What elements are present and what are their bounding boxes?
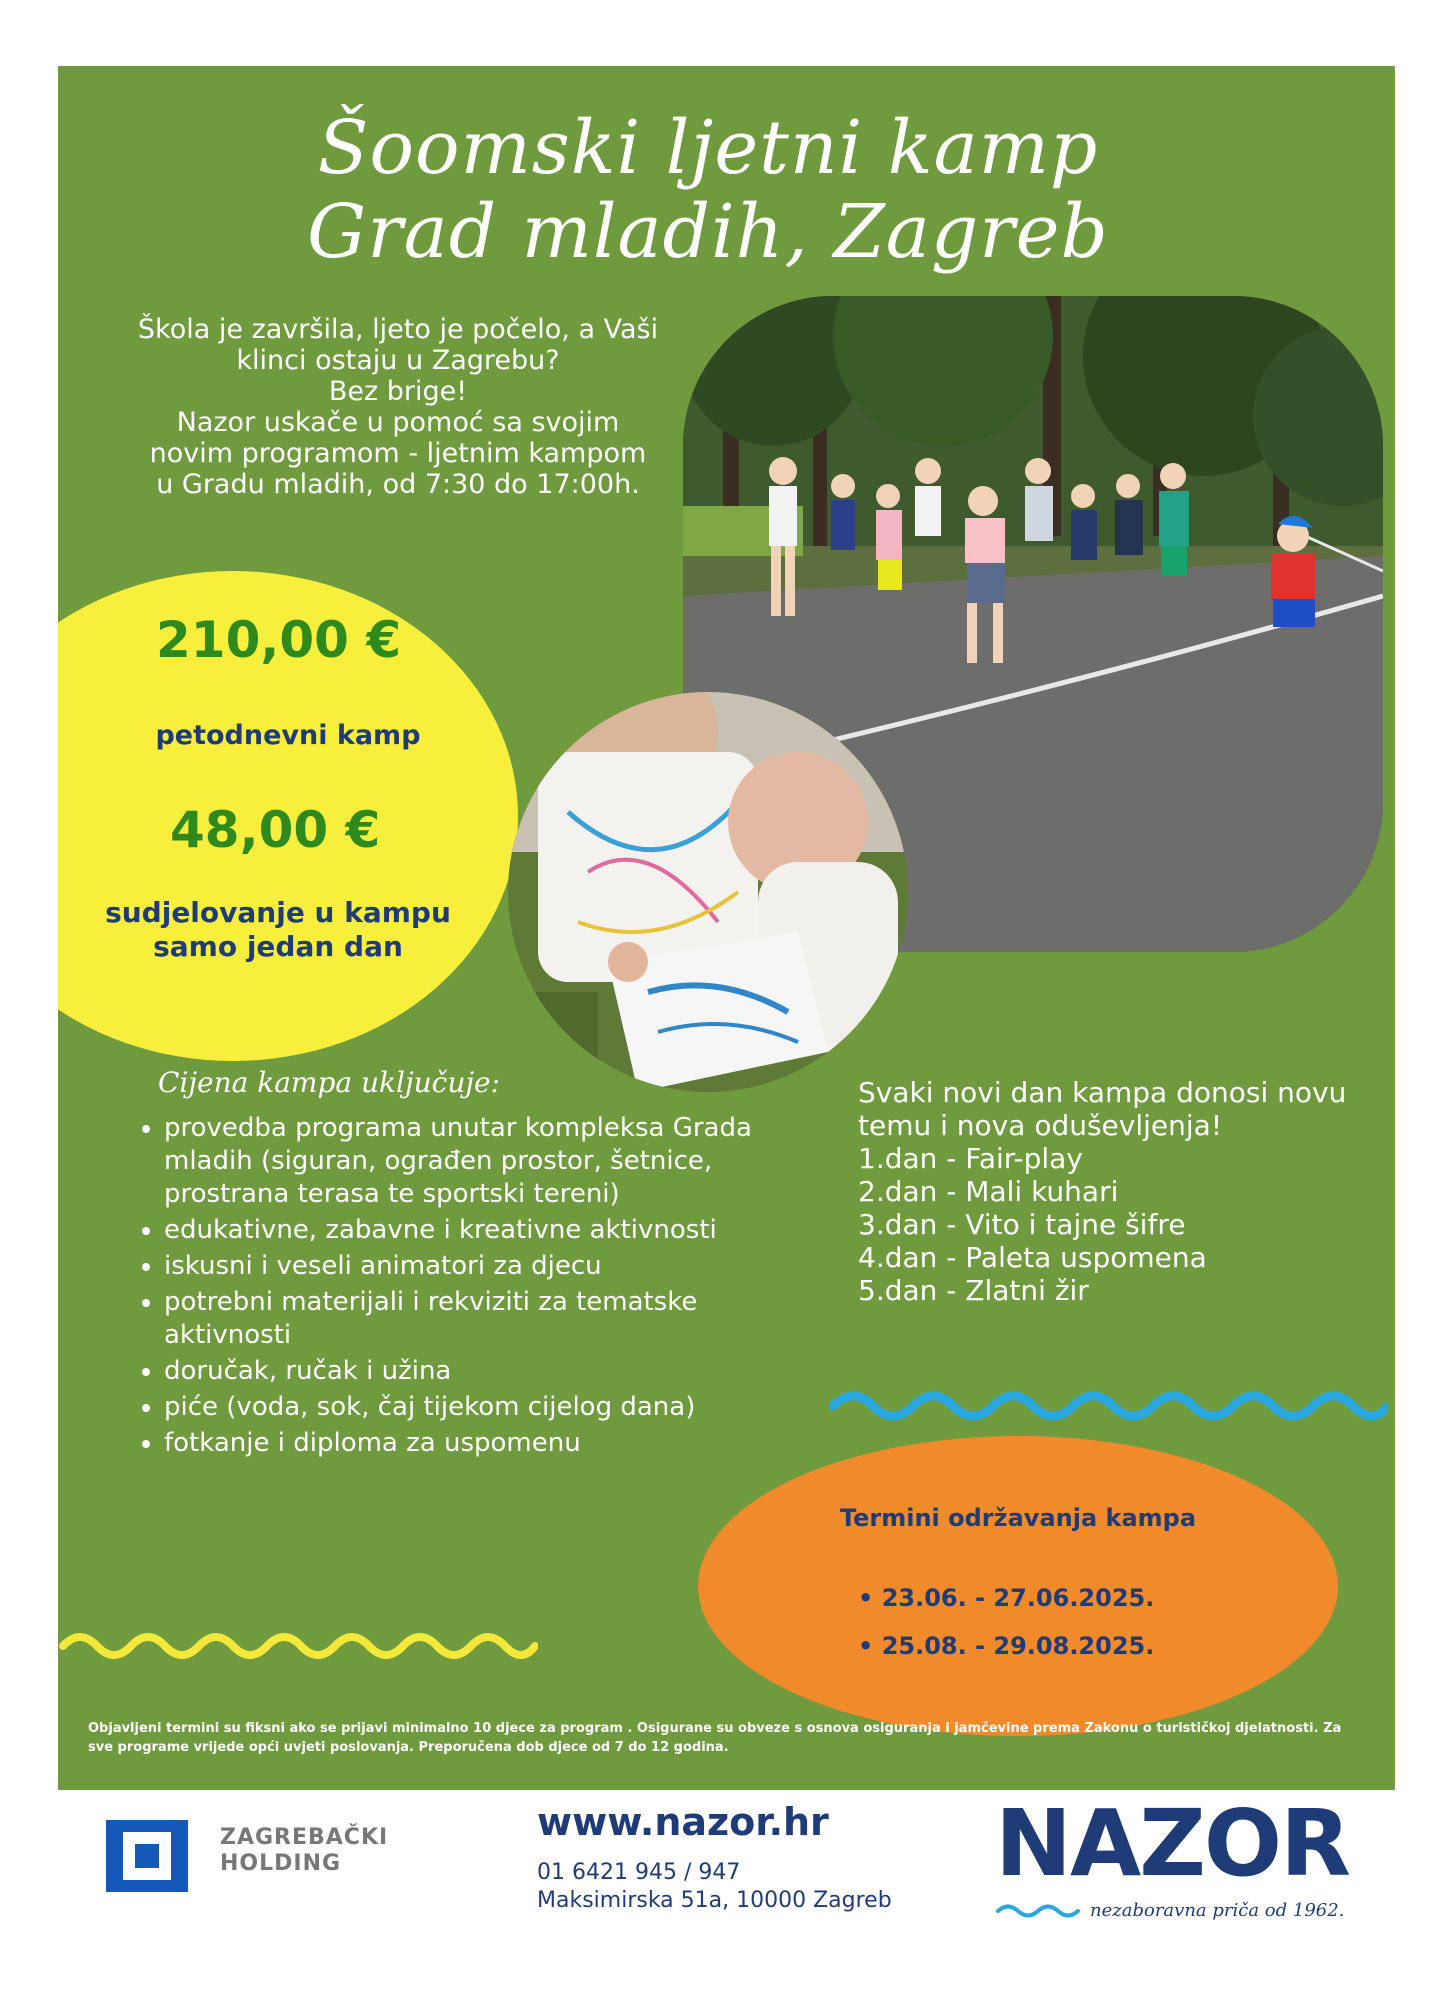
nazor-tagline: nezaboravna priča od 1962.: [1090, 1900, 1345, 1921]
includes-list: [128, 1112, 784, 1463]
intro-line: Bez brige!: [328, 376, 468, 407]
title-line-1: Šoomski ljetni kamp: [317, 105, 1099, 191]
single-day-price: 48,00 €: [170, 801, 381, 859]
blue-wave-decoration: [828, 1386, 1388, 1426]
zagrebacki-holding-name: ZAGREBAČKI: [220, 1825, 389, 1850]
dates-ellipse: [698, 1436, 1338, 1736]
footnote: Objavljeni termini su fiksni ako se prijavi minimalno 10 djece za program . Osigurane su obveze s osnova osiguranja i jamčevine prema Zakonu o turističkoj djelatnosti. Za sve programe vrijede opći uvjeti poslovanja. Preporučena dob djece od 7 do 12 godina.: [88, 1721, 1342, 1755]
day-theme: 4.dan - Paleta uspomena: [858, 1241, 1207, 1274]
nazor-wave-icon: [995, 1900, 1085, 1922]
yellow-wave-decoration: [58, 1626, 538, 1666]
full-camp-label: petodnevni kamp: [155, 720, 421, 751]
day-theme: 2.dan - Mali kuhari: [858, 1175, 1119, 1208]
nazor-logo: NAZOR: [995, 1790, 1349, 1897]
full-camp-price: 210,00 €: [156, 611, 402, 669]
website-link[interactable]: www.nazor.hr: [537, 1800, 829, 1844]
photo-kids-map-illustration: [508, 692, 908, 1092]
daily-themes: [858, 1076, 1378, 1307]
title-line-2: Grad mladih, Zagreb: [307, 189, 1109, 275]
list-item: • edukativne, zabavne i kreativne aktivnosti: [164, 1214, 784, 1247]
photo-kids-map: [508, 692, 908, 1092]
phone-number: 01 6421 945 / 947: [537, 1860, 741, 1885]
intro-line: Nazor uskače u pomoć sa svojim: [176, 407, 620, 438]
single-day-label: [78, 896, 478, 964]
zagrebacki-holding-name: HOLDING: [220, 1851, 342, 1876]
date-range: • 25.08. - 29.08.2025.: [858, 1632, 1155, 1660]
list-item: • piće (voda, sok, čaj tijekom cijelog dana): [164, 1391, 784, 1424]
list-item: • fotkanje i diploma za uspomenu: [164, 1427, 784, 1460]
poster-panel: [58, 66, 1395, 1790]
intro-line: u Gradu mladih, od 7:30 do 17:00h.: [156, 469, 640, 500]
zagrebacki-holding-logo-icon: [106, 1820, 188, 1892]
intro-line: novim programom - ljetnim kampom: [149, 438, 647, 469]
daily-themes-intro: temu i nova oduševljenja!: [858, 1109, 1223, 1142]
day-theme: 5.dan - Zlatni žir: [858, 1274, 1089, 1307]
dates-title: Termini održavanja kampa: [839, 1504, 1197, 1532]
includes-title: Cijena kampa uključuje:: [158, 1066, 501, 1099]
poster-title: [258, 106, 1158, 274]
intro-line: klinci ostaju u Zagrebu?: [236, 345, 560, 376]
list-item: • potrebni materijali i rekviziti za tematske aktivnosti: [164, 1286, 784, 1352]
list-item: • provedba programa unutar kompleksa Grada mladih (siguran, ograđen prostor, šetnice, prostrana terasa te sportski tereni): [164, 1112, 784, 1211]
intro-text: [103, 314, 693, 500]
address: Maksimirska 51a, 10000 Zagreb: [537, 1888, 892, 1913]
day-theme: 1.dan - Fair-play: [858, 1142, 1083, 1175]
single-day-label-line: samo jedan dan: [153, 930, 403, 963]
date-range: • 23.06. - 27.06.2025.: [858, 1584, 1155, 1612]
list-item: • iskusni i veseli animatori za djecu: [164, 1250, 784, 1283]
intro-line: Škola je završila, ljeto je počelo, a Vaši: [137, 314, 659, 345]
day-theme: 3.dan - Vito i tajne šifre: [858, 1208, 1186, 1241]
single-day-label-line: sudjelovanje u kampu: [105, 896, 451, 929]
daily-themes-intro: Svaki novi dan kampa donosi novu: [858, 1076, 1347, 1109]
list-item: • doručak, ručak i užina: [164, 1355, 784, 1388]
